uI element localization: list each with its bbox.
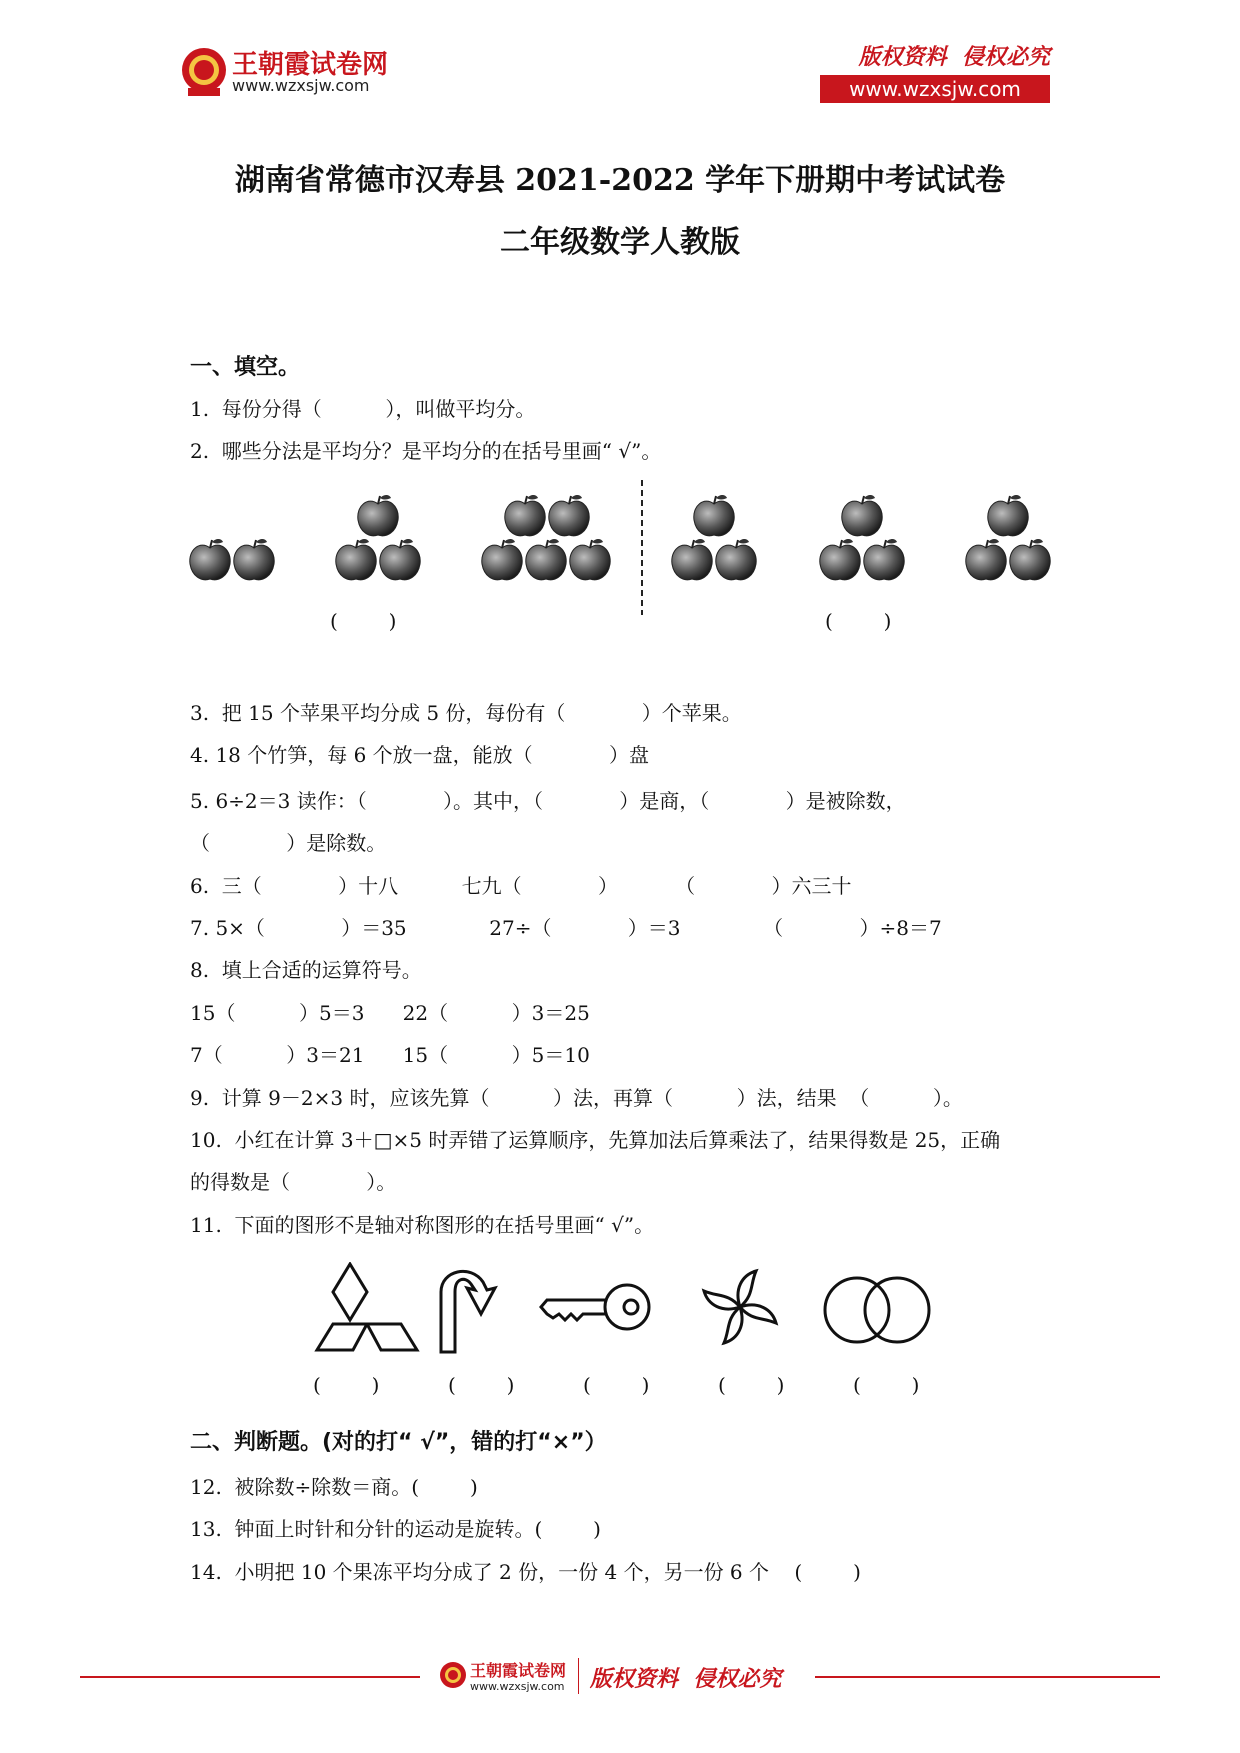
question-10b: 的得数是（ ）。 (190, 1170, 397, 1194)
overlapping-circles-shape (825, 1278, 929, 1342)
apple (820, 539, 860, 580)
question-8b: 7（ ）3＝21 15（ ）5＝10 (190, 1043, 590, 1067)
three-diamonds-shape (317, 1264, 417, 1350)
apple (864, 539, 904, 580)
apple (526, 539, 566, 580)
question-2: 2. 哪些分法是平均分？是平均分的在括号里画“ √”。 (190, 439, 662, 463)
section2-heading: 二、判断题。(对的打“ √”，错的打“×”） (190, 1430, 607, 1455)
question-13: 13. 钟面上时针和分针的运动是旋转。( ) (190, 1517, 601, 1541)
apple (1010, 539, 1050, 580)
q11-answer-1[interactable]: ( ) (313, 1373, 380, 1397)
apple (336, 539, 376, 580)
apple (380, 539, 420, 580)
footer-seal-icon (438, 1660, 468, 1692)
apple (716, 539, 756, 580)
apple (482, 539, 522, 580)
q2-answer-right[interactable]: ( ) (825, 609, 892, 633)
logo-seal-icon (180, 46, 228, 98)
question-4: 4. 18 个竹笋，每 6 个放一盘，能放（ ）盘 (190, 743, 649, 767)
footer-logo-text: 王朝霞试卷网 (470, 1661, 567, 1680)
apple (966, 539, 1006, 580)
footer-line-right (815, 1676, 1160, 1678)
question-7: 7. 5×（ ）＝35 27÷（ ）＝3 （ ）÷8＝7 (190, 916, 942, 940)
q11-answer-3[interactable]: ( ) (583, 1373, 650, 1397)
apple (672, 539, 712, 580)
question-8a: 15（ ）5＝3 22（ ）3＝25 (190, 1001, 590, 1025)
apple (505, 495, 545, 536)
apples-figure (180, 480, 1060, 630)
header-logo[interactable] (180, 44, 400, 104)
curved-arrow-shape (441, 1271, 495, 1352)
question-12: 12. 被除数÷除数＝商。( ) (190, 1475, 478, 1499)
question-5a: 5. 6÷2＝3 读作：（ ）。其中，（ ）是商，（ ）是被除数， (190, 789, 906, 813)
key-shape (541, 1285, 649, 1329)
shapes-figure (295, 1262, 975, 1372)
question-10a: 10. 小红在计算 3＋□×5 时弄错了运算顺序，先算加法后算乘法了，结果得数是 25，正确 (190, 1128, 1001, 1152)
question-6: 6. 三（ ）十八 七九（ ） （ ）六三十 (190, 874, 852, 898)
q11-answer-4[interactable]: ( ) (718, 1373, 785, 1397)
pinwheel-shape (704, 1271, 776, 1343)
q11-answer-5[interactable]: ( ) (853, 1373, 920, 1397)
apple (190, 539, 230, 580)
copyright-text: 版权资料 侵权必究 (858, 44, 1050, 70)
question-9: 9. 计算 9－2×3 时，应该先算（ ）法，再算（ ）法，结果 （ ）。 (190, 1086, 963, 1110)
footer-copyright: 版权资料 侵权必究 (590, 1666, 782, 1692)
page-subtitle: 二年级数学人教版 (500, 225, 740, 260)
footer-logo[interactable] (438, 1658, 578, 1698)
copyright-url: www.wzxsjw.com (849, 77, 1021, 101)
header-copyright (820, 40, 1050, 103)
question-11: 11. 下面的图形不是轴对称图形的在括号里画“ √”。 (190, 1213, 655, 1237)
copyright-url-banner (820, 75, 1050, 103)
apple (234, 539, 274, 580)
apple (694, 495, 734, 536)
q11-answer-2[interactable]: ( ) (448, 1373, 515, 1397)
question-8: 8. 填上合适的运算符号。 (190, 958, 422, 982)
logo-text: 王朝霞试卷网 (232, 50, 389, 80)
apple (988, 495, 1028, 536)
question-14: 14. 小明把 10 个果冻平均分成了 2 份，一份 4 个，另一份 6 个 ( ) (190, 1560, 861, 1584)
section1-heading: 一、填空。 (190, 355, 301, 380)
apple (842, 495, 882, 536)
question-1: 1. 每份分得（ ），叫做平均分。 (190, 397, 536, 421)
apple (358, 495, 398, 536)
footer-logo-url: www.wzxsjw.com (470, 1680, 565, 1693)
page-title: 湖南省常德市汉寿县 2021-2022 学年下册期中考试试卷 (234, 163, 1006, 198)
q2-answer-left[interactable]: ( ) (330, 609, 397, 633)
apple (570, 539, 610, 580)
footer-divider (578, 1658, 579, 1694)
logo-url: www.wzxsjw.com (232, 76, 370, 95)
question-3: 3. 把 15 个苹果平均分成 5 份，每份有（ ）个苹果。 (190, 701, 742, 725)
apple (549, 495, 589, 536)
footer-line-left (80, 1676, 420, 1678)
question-5b: （ ）是除数。 (190, 831, 387, 855)
